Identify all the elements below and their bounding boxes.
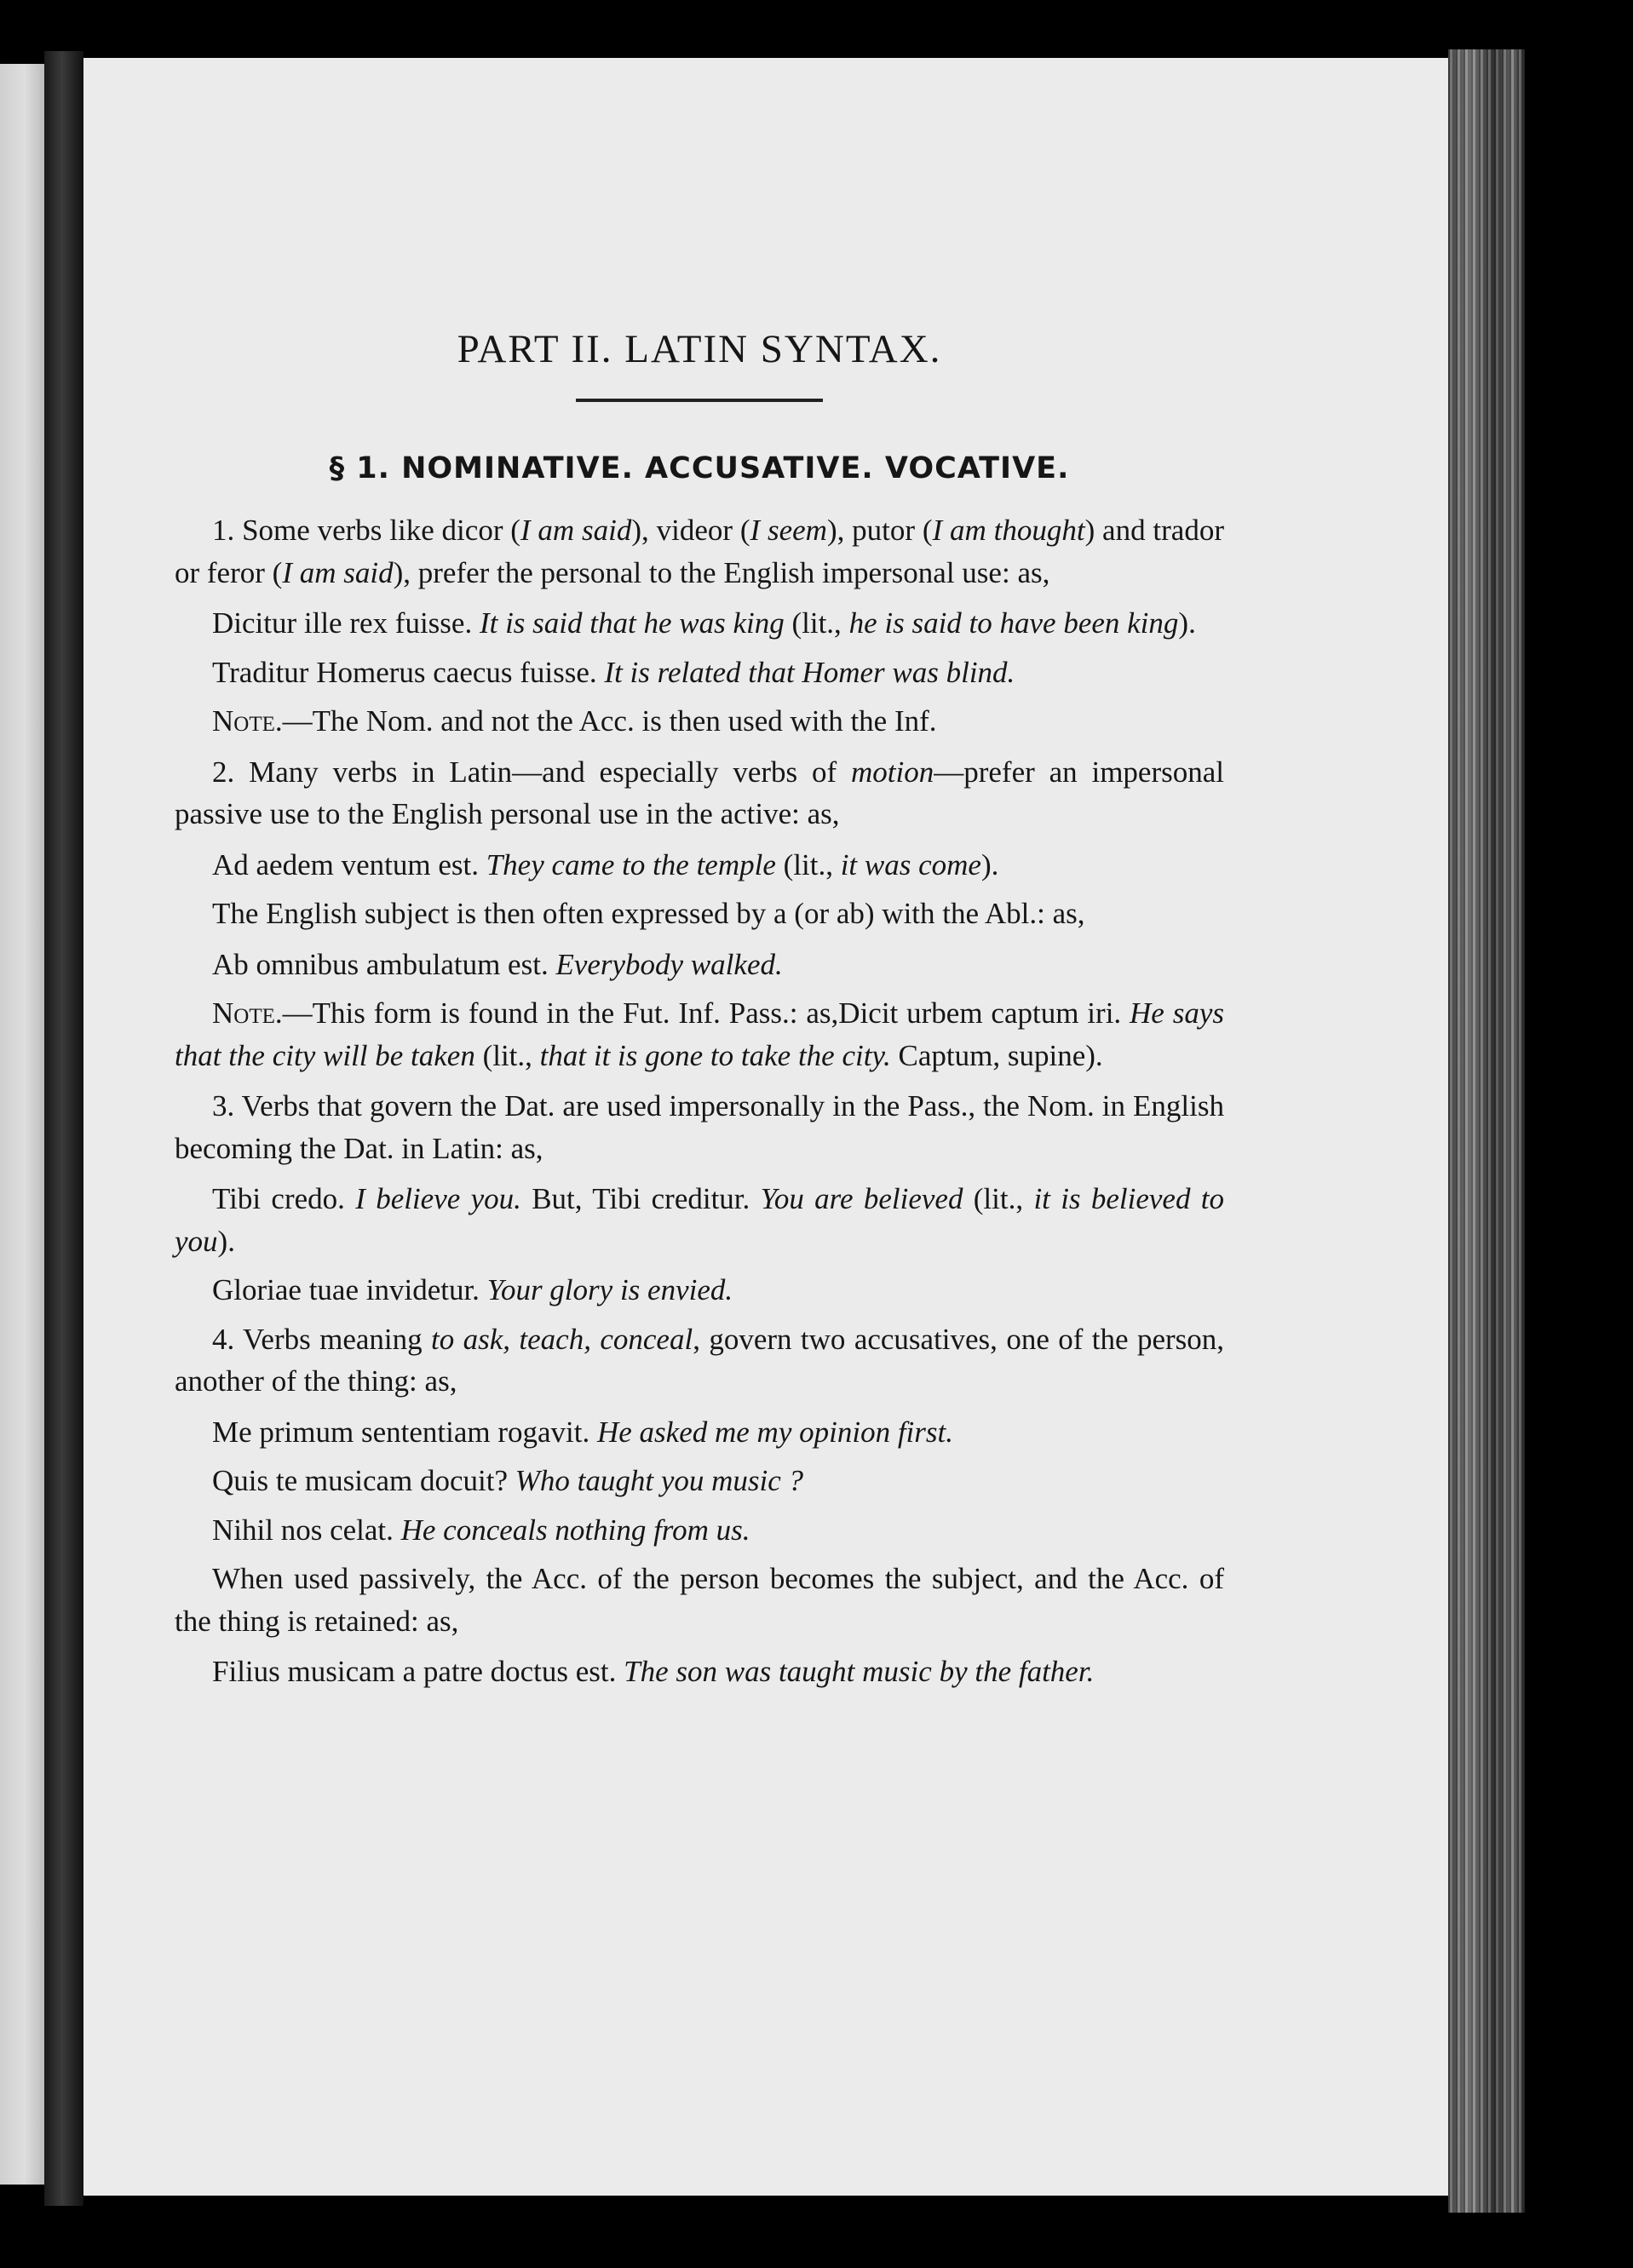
example-5: Tibi credo. I believe you. But, Tibi creditur. You are believed (lit., it is believed to you).	[175, 1182, 1225, 1258]
paragraph-4: 4. Verbs meaning to ask, teach, conceal, govern two accusatives, one of the person, another of the thing: as,	[175, 1322, 1224, 1398]
book-gutter	[44, 51, 83, 2206]
note-1: Note.—The Nom. and not the Acc. is then used with the Inf.	[212, 704, 937, 738]
example-3: Ad aedem ventum est. They came to the temple (lit., it was come).	[212, 847, 999, 881]
paragraph-1: 1. Some verbs like dicor (I am said), videor (I seem), putor (I am thought) and trador or feror (I am said), prefer the personal to the English impersonal use: as,	[175, 514, 1224, 589]
paragraph-3: 3. Verbs that govern the Dat. are used impersonally in the Pass., the Nom. in English becoming the Dat. in Latin: as,	[175, 1089, 1224, 1165]
note-2: Note.—This form is found in the Fut. Inf. Pass.: as,Dicit urbem captum iri. He says that the city will be taken (lit., that it is gone to take the city. Captum, supine).	[175, 996, 1224, 1072]
example-6: Gloriae tuae invidetur. Your glory is envied.	[212, 1273, 733, 1306]
part-title: PART II. LATIN SYNTAX.	[457, 327, 942, 371]
example-1: Dicitur ille rex fuisse. It is said that he was king (lit., he is said to have been king).	[212, 606, 1196, 640]
paragraph-5: When used passively, the Acc. of the person becomes the subject, and the Acc. of the thing is retained: as,	[175, 1562, 1224, 1638]
title-rule	[576, 399, 823, 402]
example-10: Filius musicam a patre doctus est. The son was taught music by the father.	[212, 1655, 1095, 1688]
example-2: Traditur Homerus caecus fuisse. It is related that Homer was blind.	[212, 655, 1015, 689]
section-title: § 1. NOMINATIVE. ACCUSATIVE. VOCATIVE.	[329, 451, 1070, 485]
example-9: Nihil nos celat. He conceals nothing from us.	[212, 1513, 750, 1547]
example-7: Me primum sententiam rogavit. He asked me my opinion first.	[212, 1415, 953, 1449]
facing-page-edge	[0, 64, 44, 2185]
example-8: Quis te musicam docuit? Who taught you music ?	[212, 1464, 804, 1497]
page-text	[175, 324, 1224, 1700]
paragraph-2b: The English subject is then often expressed by a (or ab) with the Abl.: as,	[212, 897, 1085, 930]
paragraph-2: 2. Many verbs in Latin—and especially verbs of motion—prefer an impersonal passive use to the English personal use in the active: as,	[175, 755, 1224, 830]
example-4: Ab omnibus ambulatum est. Everybody walked.	[212, 947, 783, 981]
page-block-edge	[1448, 49, 1525, 2213]
